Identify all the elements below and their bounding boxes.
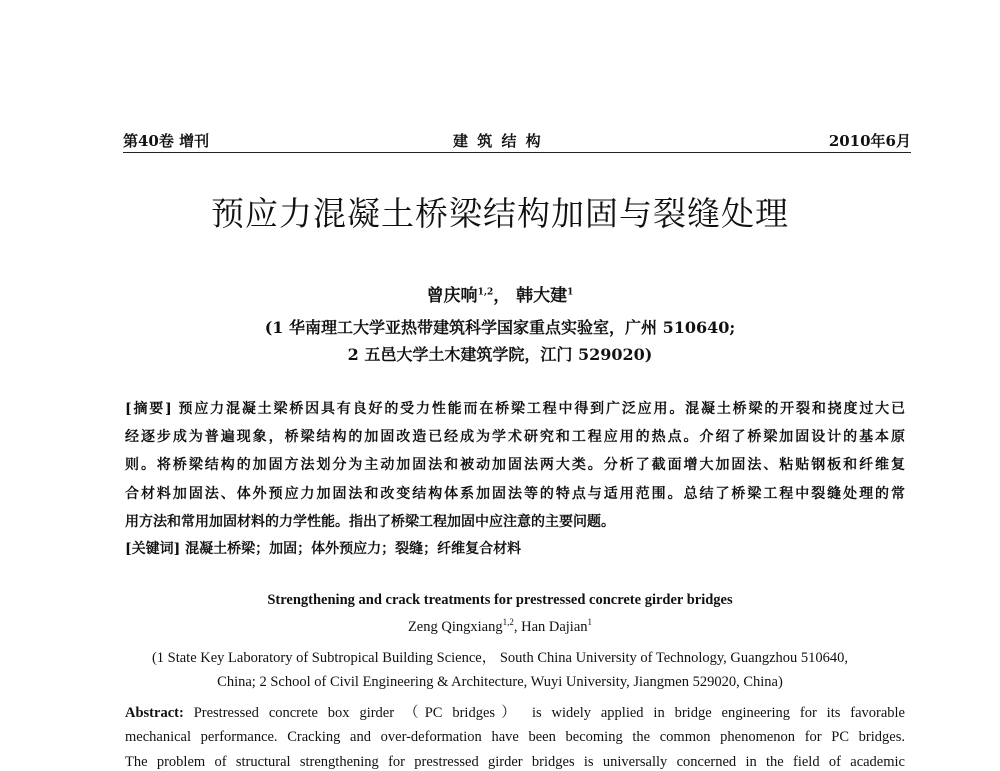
affiliation-zh-2: 2 五邑大学土木建筑学院，江门 529020) [347,345,653,364]
authors-en [0,617,1000,636]
abstract-zh-line: 用方法和常用加固材料的力学性能。指出了桥梁工程加固中应注意的主要问题。 [125,514,615,530]
abstract-en-line: mechanical performance. Cracking and over-deformation have been becoming the common phenomenon for PC bridges. [125,729,905,745]
author-affil-sup: 1,2 [502,617,514,627]
abstract-zh-text: 预应力混凝土梁桥因具有良好的受力性能而在桥梁工程中得到广泛应用。混凝土桥梁的开裂和挠度过大已 [178,401,906,417]
author-affil-sup: 1,2 [477,287,494,298]
paper-title-en: Strengthening and crack treatments for prestressed concrete girder bridges [267,592,733,608]
keywords-zh-text: 混凝土桥梁；加固；体外预应力；裂缝；纤维复合材料 [185,541,522,557]
abstract-en-label: Abstract: [125,705,184,721]
volume-info: 第40卷 增刊 [123,132,210,150]
keywords-zh-label: [关键词] [125,541,181,557]
abstract-zh-line [125,398,905,418]
abstract-en-text: Prestressed concrete box girder （PC bridges） is widely applied in bridge engineering for its favorable [193,705,905,721]
abstract-zh-label: [摘要] [125,401,172,417]
author-name: Zeng Qingxiang [407,618,503,635]
abstract-zh-line: 则。将桥梁结构的加固方法划分为主动加固法和被动加固法两大类。分析了截面增大加固法、粘贴钢板和纤维复 [125,457,905,473]
journal-name: 建 筑 结 构 [453,132,543,150]
affiliation-en-1: (1 State Key Laboratory of Subtropical Building Science， South China University of Technology, Guangzhou 510640, [151,650,849,666]
keywords-zh [125,538,905,558]
author-name: Han Dajian [521,618,588,635]
paper-title: 预应力混凝土桥梁结构加固与裂缝处理 [211,194,789,233]
author-name: 曾庆响 [426,286,478,306]
affiliation-en-2: China; 2 School of Civil Engineering & Architecture, Wuyi University, Jiangmen 529020, China) [217,674,783,690]
abstract-en-line: The problem of structural strengthening for prestressed girder bridges is universally concerned in the field of academic [125,754,905,770]
running-header [123,128,911,153]
authors-zh: 曾庆响$^{1,2}$， 韩大建$^1$ [426,286,574,306]
abstract-zh-line: 经逐步成为普遍现象，桥梁结构的加固改造已经成为学术研究和工程应用的热点。介绍了桥梁加固设计的基本原 [125,429,905,445]
author-affil-sup: 1 [567,287,574,298]
abstract-en-line [125,701,905,722]
author-name: 韩大建 [516,286,568,306]
author-separator: , [513,618,522,635]
affiliation-zh-1: (1 华南理工大学亚热带建筑科学国家重点实验室，广州 510640; [264,318,736,337]
issue-date: 2010年6月 [828,132,911,150]
abstract-zh-line: 合材料加固法、体外预应力加固法和改变结构体系加固法等的特点与适用范围。总结了桥梁工程中裂缝处理的常 [125,486,905,502]
author-affil-sup: 1 [587,617,593,627]
